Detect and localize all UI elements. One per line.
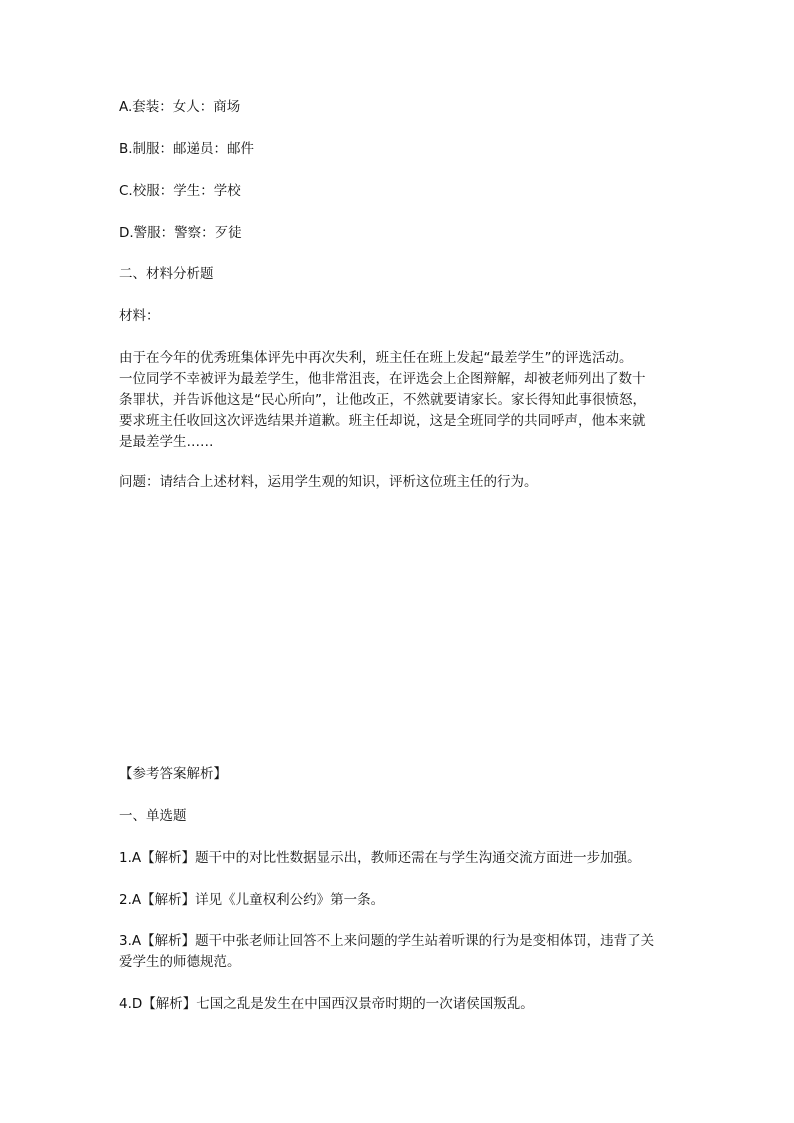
option-a: A.套装：女人：商场 xyxy=(119,99,241,115)
answers-section-heading: 一、单选题 xyxy=(119,808,187,824)
answer-item-1: 1.A【解析】题干中的对比性数据显示出，教师还需在与学生沟通交流方面进一步加强。 xyxy=(119,850,641,866)
material-line: 由于在今年的优秀班集体评先中再次失利，班主任在班上发起“最差学生”的评选活动。 xyxy=(119,350,633,366)
answer-line: 爱学生的师德规范。 xyxy=(119,954,241,970)
answer-item-3 xyxy=(119,931,679,973)
answers-title: 【参考答案解析】 xyxy=(119,766,227,782)
option-d: D.警服：警察：歹徒 xyxy=(119,225,242,241)
material-line: 条罪状，并告诉他这是“民心所向”，让他改正，不然就要请家长。家长得知此事很愤怒， xyxy=(119,392,646,408)
material-paragraph xyxy=(119,348,679,453)
material-label: 材料： xyxy=(119,308,160,324)
option-c: C.校服：学生：学校 xyxy=(119,183,241,199)
section-heading: 二、材料分析题 xyxy=(119,266,214,282)
answer-line: 3.A【解析】题干中张老师让回答不上来问题的学生站着听课的行为是变相体罚，违背了关 xyxy=(119,933,655,949)
material-line: 一位同学不幸被评为最差学生，他非常沮丧，在评选会上企图辩解，却被老师列出了数十 xyxy=(119,371,646,387)
option-b: B.制服：邮递员：邮件 xyxy=(119,141,255,157)
question-text: 问题：请结合上述材料，运用学生观的知识，评析这位班主任的行为。 xyxy=(119,474,538,490)
material-line: 是最差学生…… xyxy=(119,434,214,450)
answer-item-4: 4.D【解析】七国之乱是发生在中国西汉景帝时期的一次诸侯国叛乱。 xyxy=(119,996,534,1012)
answer-item-2: 2.A【解析】详见《儿童权利公约》第一条。 xyxy=(119,892,385,908)
material-line: 要求班主任收回这次评选结果并道歉。班主任却说，这是全班同学的共同呼声，他本来就 xyxy=(119,413,646,429)
